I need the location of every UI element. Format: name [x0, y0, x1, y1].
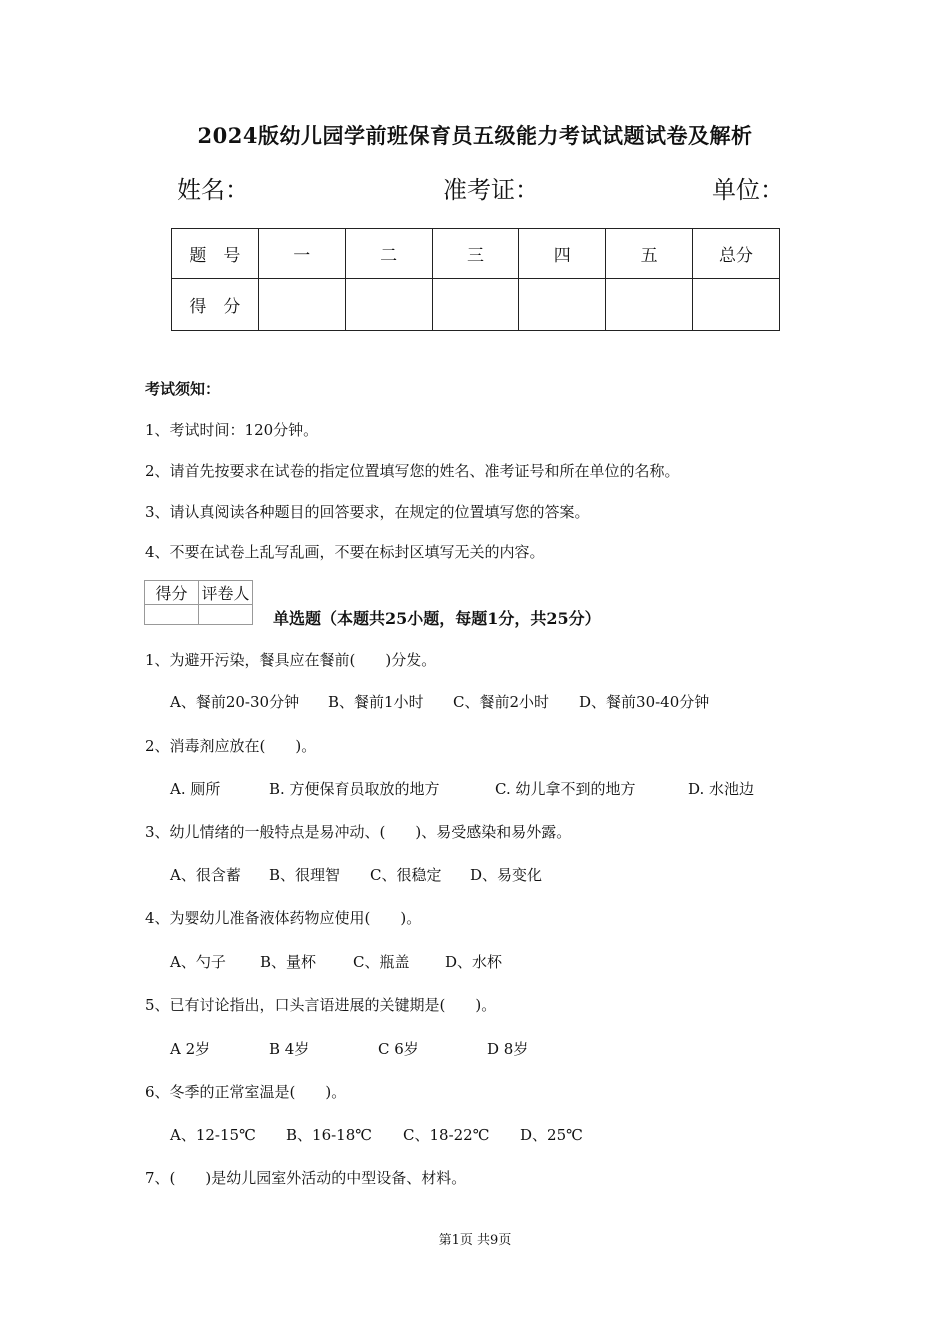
option-c[interactable]: C、瓶盖 — [353, 953, 410, 971]
option-b[interactable]: B、餐前1小时 — [328, 693, 424, 711]
option-b[interactable]: B、量杯 — [260, 953, 317, 971]
option-d[interactable]: D、餐前30-40分钟 — [579, 693, 710, 711]
exam-title: 2024版幼儿园学前班保育员五级能力考试试题试卷及解析 — [197, 123, 753, 148]
question-text: 4、为婴幼儿准备液体药物应使用( )。 — [145, 909, 422, 927]
notice-item: 3、请认真阅读各种题目的回答要求，在规定的位置填写您的答案。 — [145, 503, 590, 521]
option-c[interactable]: C、18-22℃ — [403, 1126, 490, 1144]
option-b[interactable]: B 4岁 — [269, 1040, 310, 1058]
option-a[interactable]: A、很含蓄 — [170, 866, 241, 884]
option-d[interactable]: D、25℃ — [520, 1126, 583, 1144]
option-d[interactable]: D、易变化 — [470, 866, 543, 884]
score-table — [171, 228, 780, 331]
name-field-label: 姓名： — [177, 176, 249, 204]
option-d[interactable]: D. 水池边 — [688, 780, 755, 798]
option-b[interactable]: B、16-18℃ — [286, 1126, 373, 1144]
option-a[interactable]: A、餐前20-30分钟 — [170, 693, 300, 711]
option-b[interactable]: B. 方便保育员取放的地方 — [269, 780, 440, 798]
question-text: 2、消毒剂应放在( )。 — [145, 737, 317, 755]
option-d[interactable]: D、水杯 — [445, 953, 503, 971]
option-a[interactable]: A、勺子 — [170, 953, 226, 971]
score-cell[interactable] — [258, 279, 345, 331]
option-a[interactable]: A、12-15℃ — [170, 1126, 256, 1144]
option-c[interactable]: C、很稳定 — [370, 866, 442, 884]
score-table-header-row — [172, 229, 780, 279]
grader-score-label: 得分 — [145, 581, 199, 605]
score-header-cell: 题 号 — [172, 229, 259, 279]
option-c[interactable]: C 6岁 — [378, 1040, 419, 1058]
notice-item: 2、请首先按要求在试卷的指定位置填写您的姓名、准考证号和所在单位的名称。 — [145, 462, 680, 480]
score-table-score-row — [172, 279, 780, 331]
exam-id-field-label: 准考证： — [443, 176, 539, 204]
score-row-label: 得 分 — [172, 279, 259, 331]
page-number: 第1页 共9页 — [438, 1233, 512, 1248]
unit-field-label: 单位： — [712, 176, 784, 204]
notice-heading: 考试须知： — [145, 380, 221, 398]
question-text: 7、( )是幼儿园室外活动的中型设备、材料。 — [145, 1169, 467, 1187]
question-text: 6、冬季的正常室温是( )。 — [145, 1083, 347, 1101]
option-c[interactable]: C. 幼儿拿不到的地方 — [495, 780, 636, 798]
score-header-cell: 一 — [258, 229, 345, 279]
score-header-cell: 三 — [432, 229, 519, 279]
score-header-cell: 总分 — [693, 229, 780, 279]
score-cell[interactable] — [432, 279, 519, 331]
question-text: 5、已有讨论指出，口头言语进展的关键期是( )。 — [145, 996, 497, 1014]
option-b[interactable]: B、很理智 — [269, 866, 341, 884]
score-cell[interactable] — [693, 279, 780, 331]
notice-item: 4、不要在试卷上乱写乱画，不要在标封区填写无关的内容。 — [145, 543, 545, 561]
question-text: 3、幼儿情绪的一般特点是易冲动、( )、易受感染和易外露。 — [145, 823, 572, 841]
grader-score-cell[interactable] — [145, 605, 199, 625]
score-header-cell: 五 — [606, 229, 693, 279]
score-cell[interactable] — [606, 279, 693, 331]
question-text: 1、为避开污染，餐具应在餐前( )分发。 — [145, 651, 437, 669]
option-a[interactable]: A 2岁 — [170, 1040, 211, 1058]
option-d[interactable]: D 8岁 — [487, 1040, 529, 1058]
option-a[interactable]: A. 厕所 — [170, 780, 221, 798]
notice-item: 1、考试时间：120分钟。 — [145, 421, 319, 439]
score-header-cell: 二 — [345, 229, 432, 279]
score-cell[interactable] — [345, 279, 432, 331]
score-header-cell: 四 — [519, 229, 606, 279]
grader-reviewer-label: 评卷人 — [199, 581, 253, 605]
grader-box — [144, 580, 253, 625]
score-cell[interactable] — [519, 279, 606, 331]
grader-reviewer-cell[interactable] — [199, 605, 253, 625]
section-title: 单选题（本题共25小题，每题1分，共25分） — [273, 609, 601, 628]
option-c[interactable]: C、餐前2小时 — [453, 693, 550, 711]
